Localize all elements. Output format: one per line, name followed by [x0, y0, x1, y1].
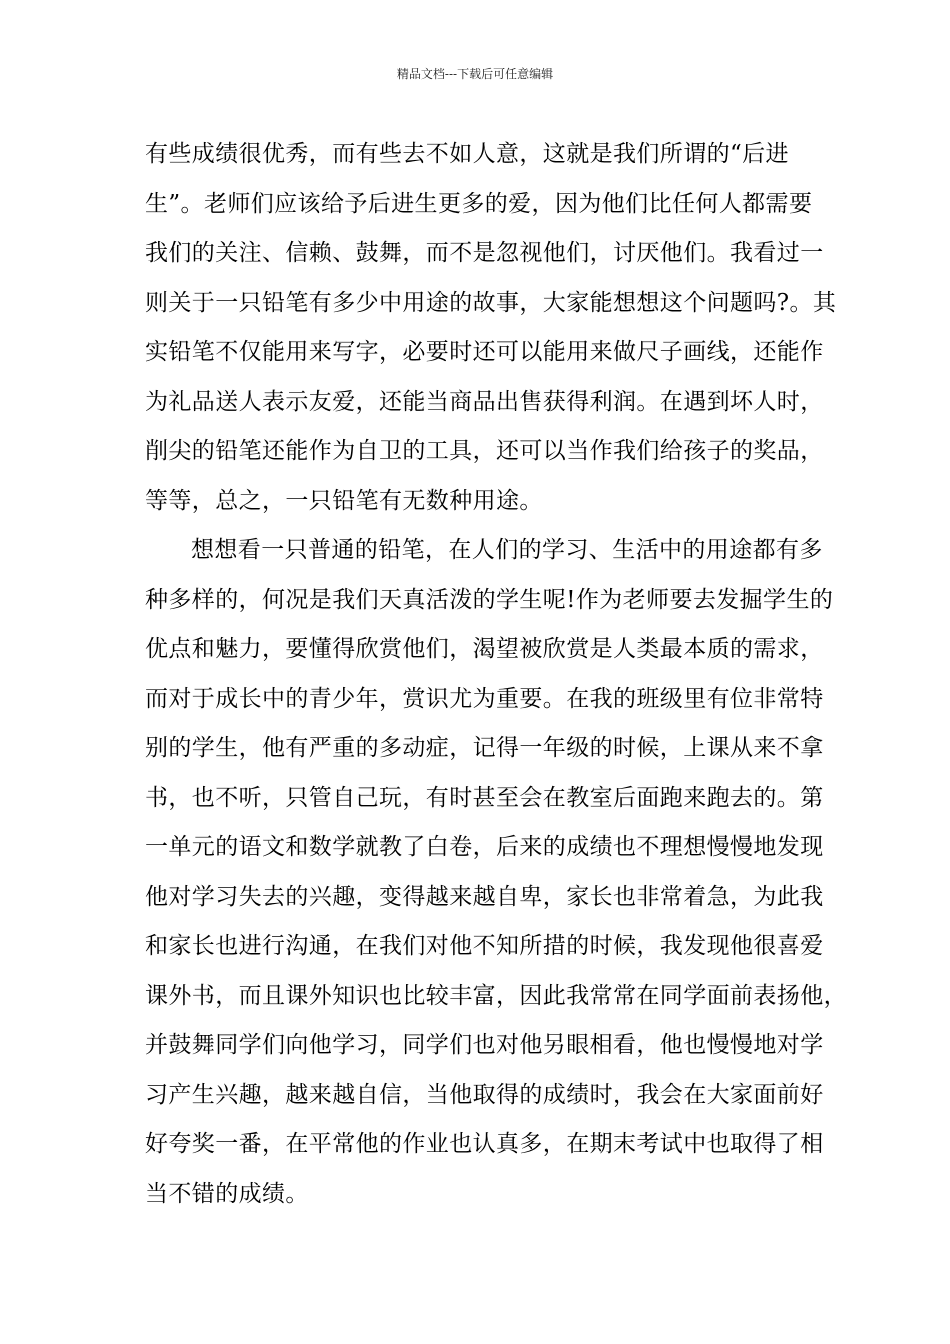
text-line: 削尖的铅笔还能作为自卫的工具，还可以当作我们给孩子的奖品，	[145, 438, 824, 464]
text-line: 为礼品送人表示友爱，还能当商品出售获得利润。在遇到坏人时，	[145, 388, 824, 415]
text-line: 优点和魅力，要懂得欣赏他们，渴望被欣赏是人类最本质的需求，	[145, 636, 824, 662]
text-line: 一单元的语文和数学就教了白卷，后来的成绩也不理想慢慢地发现	[145, 834, 824, 860]
text-line: 想想看一只普通的铅笔，在人们的学习、生活中的用途都有多	[191, 537, 823, 563]
text-line: 当不错的成绩。	[145, 1180, 309, 1207]
text-line: 种多样的，何况是我们天真活泼的学生呢!作为老师要去发掘学生的	[145, 586, 834, 613]
text-line: 别的学生，他有严重的多动症，记得一年级的时候，上课从来不拿	[145, 735, 824, 761]
text-line: 有些成绩很优秀，而有些去不如人意，这就是我们所谓的“后进	[145, 141, 789, 167]
body-text	[145, 130, 847, 1219]
text-line: 而对于成长中的青少年，赏识尤为重要。在我的班级里有位非常特	[145, 685, 824, 712]
text-line: 书，也不听，只管自己玩，有时甚至会在教室后面跑来跑去的。第	[145, 784, 824, 811]
text-line: 和家长也进行沟通，在我们对他不知所措的时候，我发现他很喜爱	[145, 933, 824, 959]
text-line: 我们的关注、信赖、鼓舞，而不是忽视他们，讨厌他们。我看过一	[145, 240, 824, 266]
text-line: 好夸奖一番，在平常他的作业也认真多，在期末考试中也取得了相	[145, 1131, 824, 1157]
text-line: 则关于一只铅笔有多少中用途的故事，大家能想想这个问题吗?。其	[145, 289, 837, 316]
text-line: 并鼓舞同学们向他学习，同学们也对他另眼相看，他也慢慢地对学	[145, 1032, 824, 1058]
paragraph-1	[145, 130, 837, 526]
text-line: 习产生兴趣，越来越自信，当他取得的成绩时，我会在大家面前好	[145, 1081, 824, 1108]
text-line: 课外书，而且课外知识也比较丰富，因此我常常在同学面前表扬他，	[145, 982, 847, 1009]
page-header: 精品文档---下载后可任意编辑	[396, 67, 554, 81]
text-line: 等等，总之，一只铅笔有无数种用途。	[145, 487, 543, 514]
text-line: 生”。老师们应该给予后进生更多的爱，因为他们比任何人都需要	[145, 190, 813, 217]
paragraph-2	[145, 526, 847, 1219]
text-line: 他对学习失去的兴趣，变得越来越自卑，家长也非常着急，为此我	[145, 883, 824, 910]
text-line: 实铅笔不仅能用来写字，必要时还可以能用来做尺子画线，还能作	[145, 339, 824, 365]
